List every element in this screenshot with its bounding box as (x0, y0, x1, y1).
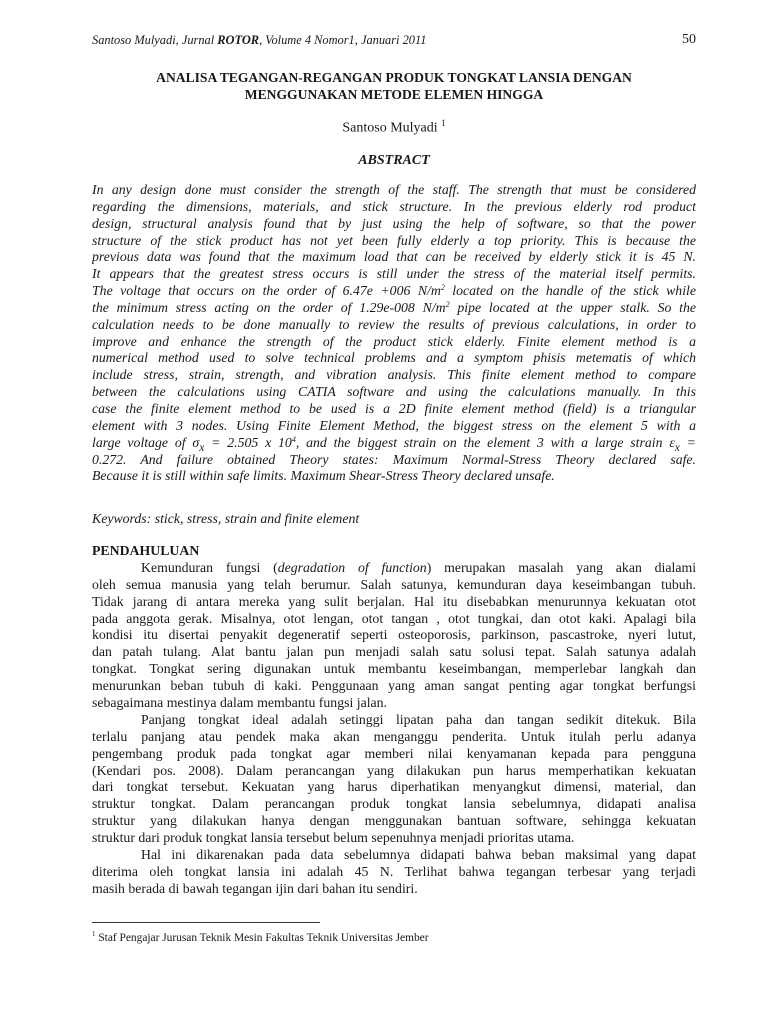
author (92, 118, 696, 137)
text-line: structure of the stick product has not yet been fully elderly a top priority. This is because the (92, 232, 696, 248)
journal-name: ROTOR (217, 33, 260, 47)
text-line: kondisi itu disertai penyakit degeneratif seperti osteoporosis, parkinson, pascastroke, nyeri lutut, (92, 627, 696, 643)
text-line: the minimum stress acting on the order of 1.29e-008 $N/m^2$ pipe located at the upper stalk. So the (92, 299, 696, 315)
text-line: The voltage that occurs on the order of 6.47e +006 $N/m^2$ located on the handle of the stick while (92, 283, 696, 299)
title-line: ANALISA TEGANGAN-REGANGAN PRODUK TONGKAT LANSIA DENGAN (156, 70, 632, 85)
text-line: regarding the dimensions, materials, and stick structure. In the previous elderly rod product (92, 198, 696, 214)
abstract-heading: ABSTRACT (358, 153, 430, 168)
paragraph-1 (92, 560, 696, 712)
footnote: $^1$ Staf Pengajar Jurusan Teknik Mesin Fakultas Teknik Universitas Jember (92, 930, 429, 944)
text-line: Tidak jarang di antara mereka yang sulit berjalan. Hal itu disebabkan menurunnya kekuatan otot (92, 593, 696, 609)
title-line: MENGGUNAKAN METODE ELEMEN HINGGA (244, 87, 544, 102)
text-line: design, structural analysis found that by just using the help of software, so that the power (92, 215, 696, 231)
text-line: element with 3 nodes. Using Finite Element Method, the biggest stress on the element 5 with a (92, 417, 696, 433)
text-line: In any design done must consider the strength of the staff. The strength that must be considered (92, 182, 696, 197)
text-line: calculation needs to be done manually to review the results of previous calculations, in order to (92, 316, 696, 332)
header-citation: Santoso Mulyadi, Jurnal ROTOR, Volume 4 Nomor1, Januari 2011 (92, 33, 427, 47)
text-line: pengembang produk pada tongkat agar memberi nilai kenyamanan kepada para pengguna (92, 745, 696, 761)
text-line: between the calculations using CATIA software and using the calculations manually. In this (92, 384, 696, 400)
text-line: numerical method used to solve technical problems and a symptom phisis metematis of which (92, 350, 696, 366)
abstract-text (92, 182, 696, 485)
text-line: (Kendari pos. 2008). Dalam perancangan yang dilakukan pun harus memperhatikan kekuatan (92, 762, 696, 778)
footnote-divider (92, 922, 320, 923)
text-line: Kemunduran fungsi (degradation of function) merupakan masalah yang akan dialami (141, 560, 696, 575)
author-name: Santoso Mulyadi (342, 120, 438, 136)
text-line: sebagaimana mestinya dalam membantu fungsi jalan. (92, 694, 388, 710)
text-line: terlalu panjang atau pendek maka akan menganggu penderita. Untuk itulah perlu adanya (92, 728, 696, 744)
text-line: oleh semua manusia yang telah berumur. Salah satunya, kemunduran daya keseimbangan tubuh. (92, 576, 696, 592)
paragraph-3 (92, 847, 696, 898)
page-number: 50 (682, 32, 696, 47)
text-line: struktur yang dilakukan hanya dengan menggunakan bantuan software, sehingga kekuatan (92, 813, 696, 829)
text-line: It appears that the greatest stress occurs is still under the stress of the material itself permits. (92, 266, 696, 282)
text-line: dan patah tulang. Alat bantu jalan pun menjadi salah satu solusi tepat. Salah satunya adalah (92, 644, 696, 660)
text-line: masih berada di bawah tegangan ijin dari bahan itu sendiri. (92, 880, 418, 896)
text-line: diterima oleh tongkat lansia ini adalah 45 N. Terlihat bahwa tegangan terbesar yang terjadi (92, 863, 696, 879)
text-line: struktur dari produk tongkat lansia tersebut belum sepenuhnya menjadi prioritas utama. (92, 829, 575, 845)
text-line: previous data was found that the maximum load that can be received by elderly stick it is 45 N. (92, 249, 696, 265)
paragraph-2 (92, 712, 696, 847)
text-line: large voltage of $\sigma_x = 2.505$ x $10^4$, and the biggest strain on the element 3 with a large strain $\varepsilon_x$ = (92, 434, 696, 452)
running-header (92, 33, 696, 49)
section-heading: PENDAHULUAN (92, 543, 200, 558)
text-line: Because it is still within safe limits. Maximum Shear-Stress Theory declared unsafe. (92, 468, 555, 484)
text-line: tongkat. Tongkat sering digunakan untuk membantu keseimbangan, memperlebar langkah dan (92, 661, 696, 677)
keywords: Keywords: stick, stress, strain and finite element (92, 511, 360, 526)
text-line: improve and enhance the strength of the product stick elderly. Finite element method is a (92, 333, 696, 349)
text-line: pada anggota gerak. Misalnya, otot lengan, otot tangan , otot tungkai, dan otot kaki. Apalagi bila (92, 610, 696, 626)
paper-title (92, 69, 696, 103)
text-line: case the finite element method to be used is a 2D finite element method (field) is a triangular (92, 400, 696, 416)
text-line: dari tongkat tersebut. Kekuatan yang harus diperhatikan menyangkut dimensi, material, dan (92, 779, 696, 795)
text-line: Hal ini dikarenakan pada data sebelumnya didapati bahwa beban maksimal yang dapat (141, 847, 696, 862)
text-line: 0.272. And failure obtained Theory states: Maximum Normal-Stress Theory declared safe. (92, 451, 696, 467)
author-footnote-mark: 1 (441, 118, 446, 128)
text-line: menurunkan beban tubuh di kaki. Penggunaan yang aman sangat penting agar tongkat berfungsi (92, 677, 696, 693)
text-line: Panjang tongkat ideal adalah setinggi lipatan paha dan tangan sedikit ditekuk. Bila (141, 712, 696, 727)
text-line: include stress, strain, strength, and vibration analysis. This finite element method to compare (92, 367, 696, 383)
text-line: struktur tongkat. Dalam perancangan produk tongkat lansia sebelumnya, didapati analisa (92, 796, 696, 812)
